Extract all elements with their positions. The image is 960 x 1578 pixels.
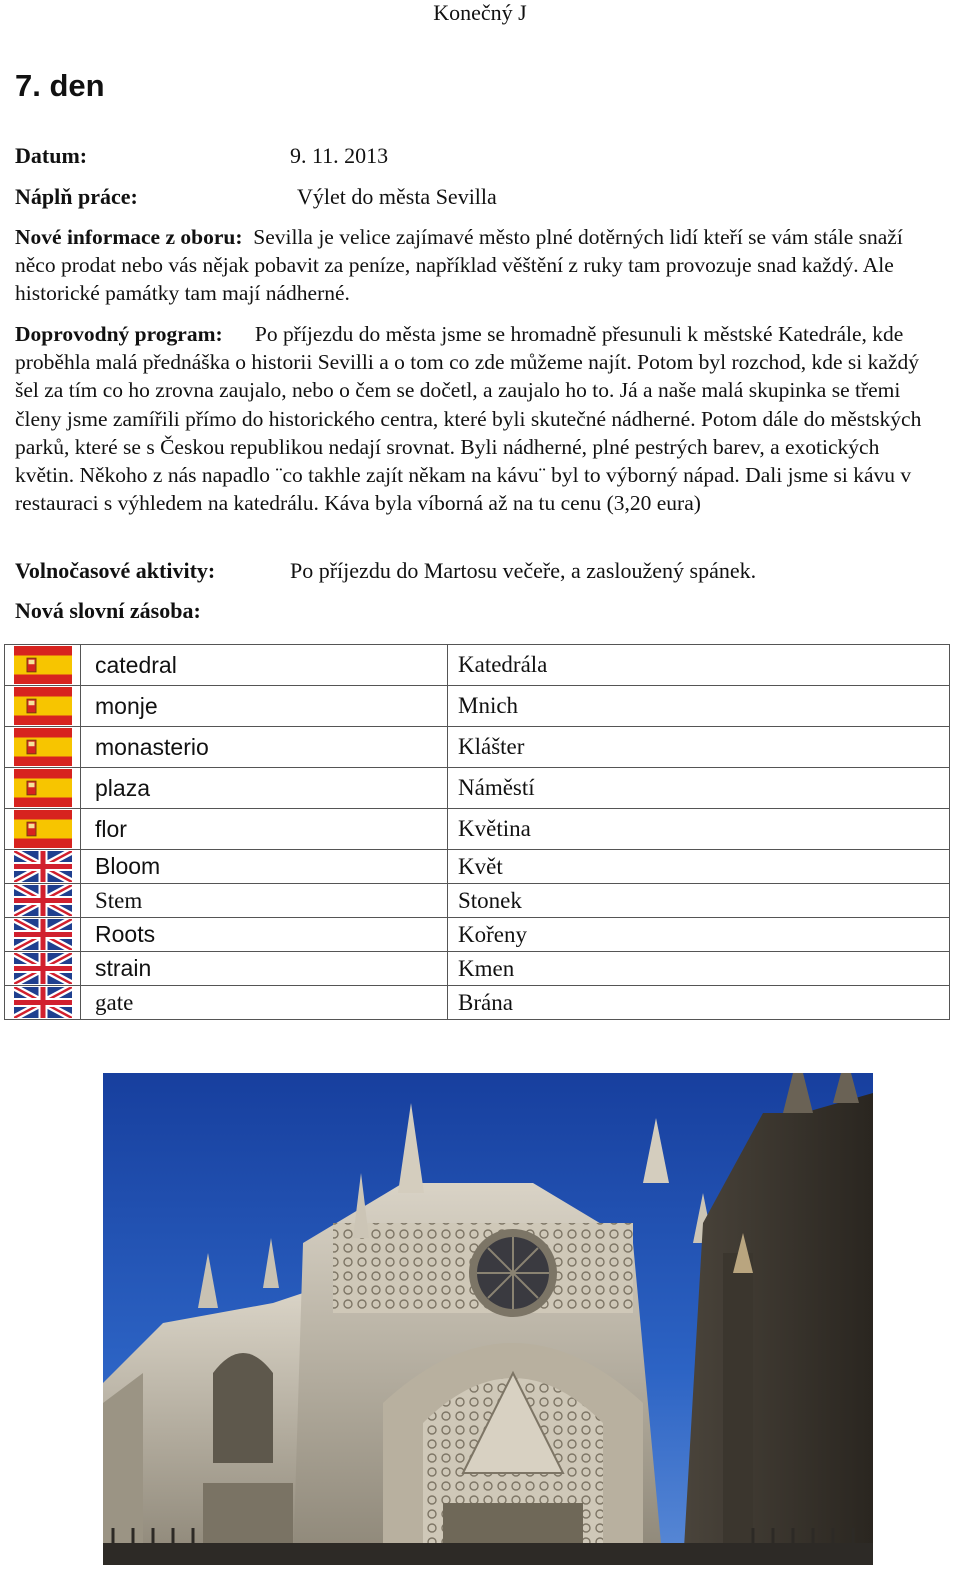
day-title: 7. den xyxy=(15,68,105,103)
vocabulary-row xyxy=(5,768,950,809)
vocabulary-row xyxy=(5,986,950,1020)
vocabulary-source-word: gate xyxy=(81,986,448,1020)
accompanying-program-text: Po příjezdu do města jsme se hromadně přesunuli k městské Katedrále, kde proběhla malá přednáška o historii Sevilli a o tom co zde můžeme najít. Potom byl rozchod, kde si každý šel za tím co ho zrovna zaujalo, nebo o čem se dočetl, a zaujalo ho to. Já a naše malá skupinka se třemi členy jsme zamířili přímo do historického centra, které byli skutečné nádherné. Potom dále do městských parků, které se s Českou republikou nedají srovnat. Byli nádherné, plné pestrých barev, a exotických květin. Někoho z nás napadlo ¨co takhle zajít někam na kávu¨ byl to výborný nápad. Dali jsme si kávu v restauraci s výhledem na katedrálu. Káva byla víborná až na tu cenu (3,20 eura) xyxy=(15,322,922,516)
date-label: Datum: xyxy=(15,143,88,168)
free-time-value: Po příjezdu do Martosu večeře, a zasloužený spánek. xyxy=(290,558,757,583)
vocabulary-translation: Květina xyxy=(448,809,950,850)
spain-flag-icon xyxy=(5,768,81,809)
vocabulary-row xyxy=(5,727,950,768)
accompanying-program-paragraph xyxy=(15,320,940,517)
vocabulary-row xyxy=(5,918,950,952)
vocabulary-label: Nová slovní zásoba: xyxy=(15,598,201,623)
vocabulary-heading xyxy=(15,597,935,625)
vocabulary-translation: Mnich xyxy=(448,686,950,727)
work-content-field xyxy=(15,183,935,211)
spain-flag-icon xyxy=(5,809,81,850)
vocabulary-translation: Květ xyxy=(448,850,950,884)
vocabulary-source-word: Stem xyxy=(81,884,448,918)
uk-flag-icon xyxy=(5,850,81,884)
work-content-value: Výlet do města Sevilla xyxy=(297,184,497,209)
vocabulary-source-word: monje xyxy=(81,686,448,727)
vocabulary-row xyxy=(5,850,950,884)
vocabulary-translation: Klášter xyxy=(448,727,950,768)
vocabulary-row xyxy=(5,884,950,918)
vocabulary-table xyxy=(4,644,950,1020)
accompanying-program-label: Doprovodný program: xyxy=(15,322,223,346)
vocabulary-translation: Kmen xyxy=(448,952,950,986)
uk-flag-icon xyxy=(5,986,81,1020)
vocabulary-translation: Katedrála xyxy=(448,645,950,686)
vocabulary-translation: Náměstí xyxy=(448,768,950,809)
page-header: Konečný J xyxy=(433,0,527,25)
spain-flag-icon xyxy=(5,645,81,686)
free-time-field xyxy=(15,557,935,585)
new-info-label: Nové informace z oboru: xyxy=(15,225,243,249)
vocabulary-source-word: catedral xyxy=(81,645,448,686)
vocabulary-table-body xyxy=(5,645,950,1020)
vocabulary-translation: Brána xyxy=(448,986,950,1020)
date-value: 9. 11. 2013 xyxy=(290,143,389,168)
vocabulary-translation: Kořeny xyxy=(448,918,950,952)
vocabulary-source-word: Bloom xyxy=(81,850,448,884)
free-time-label: Volnočasové aktivity: xyxy=(15,558,216,583)
new-info-paragraph xyxy=(15,223,940,308)
vocabulary-source-word: plaza xyxy=(81,768,448,809)
vocabulary-row xyxy=(5,809,950,850)
work-content-label: Náplň práce: xyxy=(15,184,138,209)
vocabulary-row xyxy=(5,686,950,727)
spain-flag-icon xyxy=(5,727,81,768)
vocabulary-translation: Stonek xyxy=(448,884,950,918)
vocabulary-source-word: strain xyxy=(81,952,448,986)
vocabulary-row xyxy=(5,952,950,986)
uk-flag-icon xyxy=(5,918,81,952)
vocabulary-source-word: monasterio xyxy=(81,727,448,768)
uk-flag-icon xyxy=(5,952,81,986)
uk-flag-icon xyxy=(5,884,81,918)
vocabulary-row xyxy=(5,645,950,686)
new-info-text: Sevilla je velice zajímavé město plné dotěrných lidí kteří se vám stále snaží něco prodat nebo vás nějak pobavit za peníze, například věštění z ruky tam provozuje snad každý. Ale historické památky tam mají nádherné. xyxy=(15,225,903,306)
date-field xyxy=(15,142,935,170)
spain-flag-icon xyxy=(5,686,81,727)
vocabulary-source-word: flor xyxy=(81,809,448,850)
vocabulary-source-word: Roots xyxy=(81,918,448,952)
seville-cathedral-photo xyxy=(103,1073,873,1565)
